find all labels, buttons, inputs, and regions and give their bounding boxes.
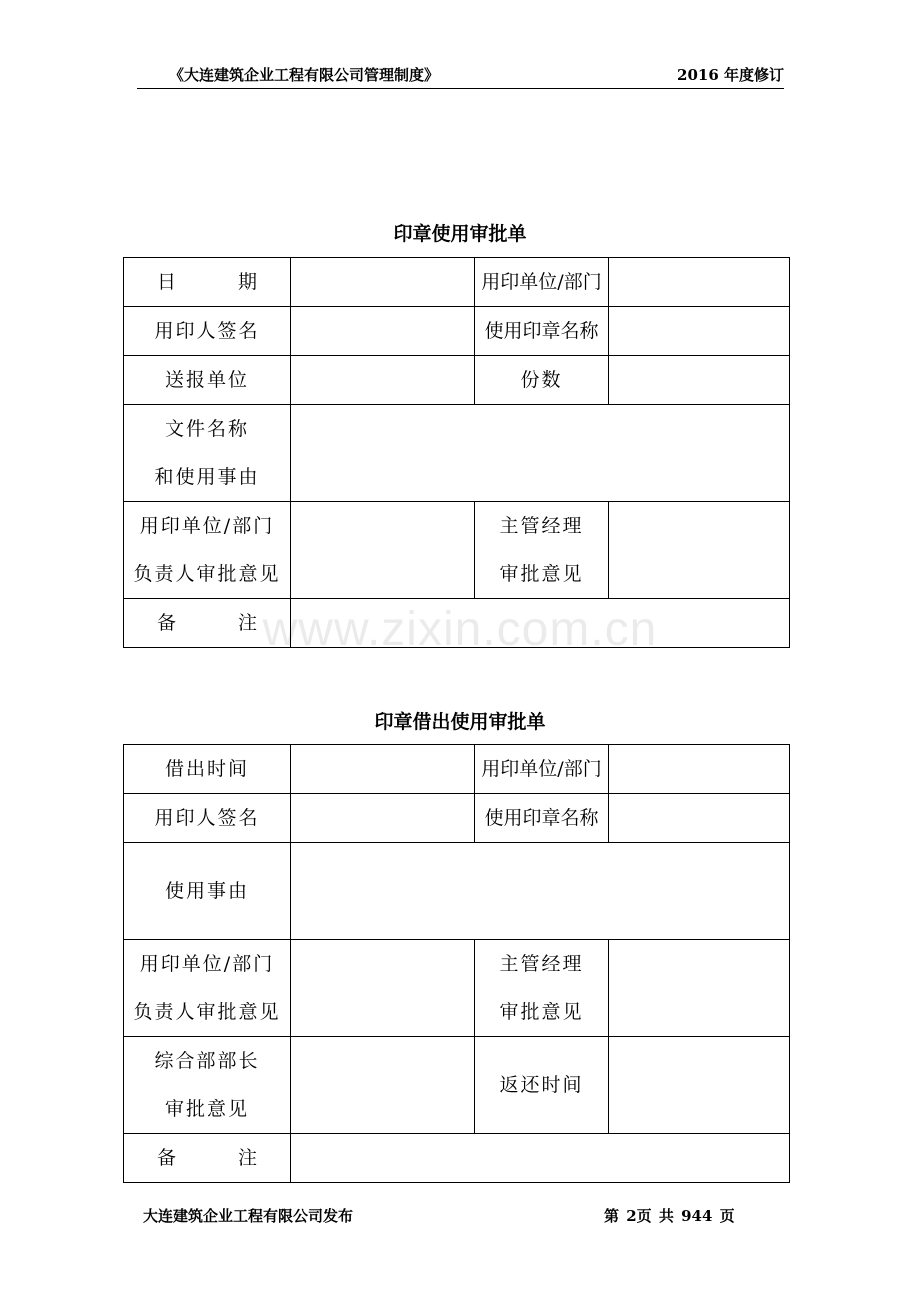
footer-publisher: 大连建筑企业工程有限公司发布 [143,1207,354,1225]
label-submit-unit: 送报单位 [124,356,291,405]
footer-page-number: 第 2页 共 944 页 [604,1207,735,1225]
header-revision: 2016 年度修订 [677,66,784,84]
label-general-approval [124,1037,291,1134]
label-dept: 用印单位/部门 [475,258,609,307]
field-return-time[interactable] [609,1037,790,1134]
label-doc-line1: 文件名称 [164,418,249,440]
field-reason[interactable] [291,843,790,940]
field-seal-name[interactable] [609,307,790,356]
form2-title: 印章借出使用审批单 [374,711,546,733]
label-signer: 用印人签名 [124,307,291,356]
label-dept-approval [124,940,291,1037]
field-seal-name[interactable] [609,794,790,843]
label-signer: 用印人签名 [124,794,291,843]
watermark: www.zixin.com.cn [262,603,658,656]
seal-borrow-form [123,744,790,1183]
label-date: 日 期 [124,258,291,307]
label-dept-approval-line1: 用印单位/部门 [139,953,275,975]
label-seal-name: 使用印章名称 [475,794,609,843]
label-return-time: 返还时间 [475,1037,609,1134]
label-general-approval-line1: 综合部部长 [154,1050,260,1072]
label-seal-name: 使用印章名称 [475,307,609,356]
header-title: 《大连建筑企业工程有限公司管理制度》 [169,66,440,84]
field-borrow-time[interactable] [291,745,475,794]
label-borrow-time: 借出时间 [124,745,291,794]
field-submit-unit[interactable] [291,356,475,405]
field-signer[interactable] [291,307,475,356]
seal-usage-form [123,257,790,648]
page-header [137,64,784,89]
label-mgr-approval [475,940,609,1037]
field-date[interactable] [291,258,475,307]
label-mgr-approval-line2: 审批意见 [499,563,584,585]
field-mgr-approval[interactable] [609,502,790,599]
field-dept-approval[interactable] [291,940,475,1037]
label-mgr-approval-line2: 审批意见 [499,1001,584,1023]
field-dept[interactable] [609,258,790,307]
label-reason: 使用事由 [124,843,291,940]
field-general-approval[interactable] [291,1037,475,1134]
label-dept-approval-line1: 用印单位/部门 [139,515,275,537]
label-mgr-approval-line1: 主管经理 [499,515,584,537]
field-dept[interactable] [609,745,790,794]
label-general-approval-line2: 审批意见 [164,1098,249,1120]
label-copies: 份数 [475,356,609,405]
field-mgr-approval[interactable] [609,940,790,1037]
form1-title: 印章使用审批单 [393,223,527,245]
label-dept-approval-line2: 负责人审批意见 [133,1001,281,1023]
field-copies[interactable] [609,356,790,405]
label-doc-reason [124,405,291,502]
label-dept: 用印单位/部门 [475,745,609,794]
field-signer[interactable] [291,794,475,843]
label-remarks: 备 注 [124,599,291,648]
label-doc-line2: 和使用事由 [154,466,260,488]
label-dept-approval-line2: 负责人审批意见 [133,563,281,585]
label-remarks: 备 注 [124,1134,291,1183]
field-doc-reason[interactable] [291,405,790,502]
label-mgr-approval [475,502,609,599]
field-remarks[interactable] [291,1134,790,1183]
field-dept-approval[interactable] [291,502,475,599]
label-mgr-approval-line1: 主管经理 [499,953,584,975]
label-dept-approval [124,502,291,599]
